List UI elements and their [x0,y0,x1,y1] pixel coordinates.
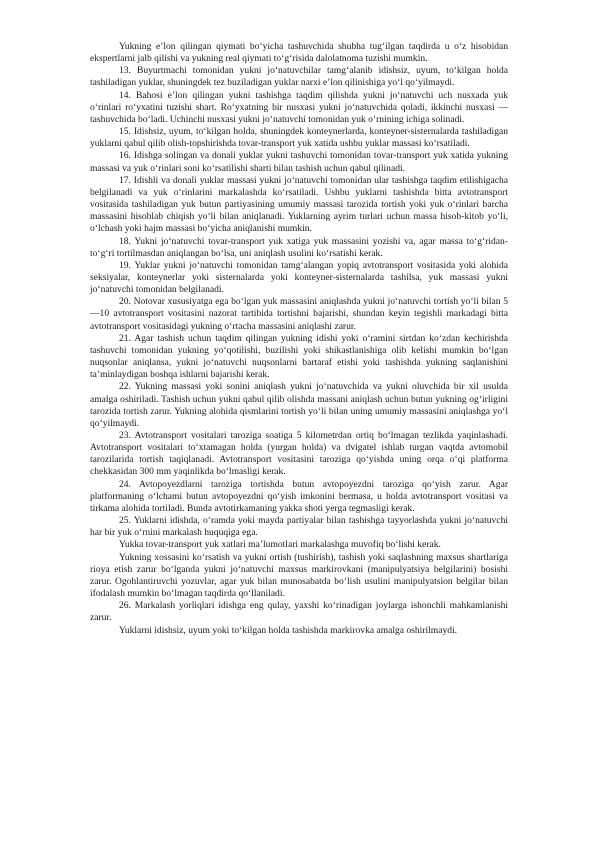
paragraph-23: 23. Avtotransport vositalari taroziga soatiga 5 kilometrdan ortiq bo‘lmagan tezlikda yaqinlashadi. Avtotransport vositalari to‘xtamagan holda (yurgan holda) va dvigatel ishlab turgan vaqtda avtomobil tarozilarida tortish taqiqlanadi. Avtotransport vositasini taroziga qo‘yishda uning orqa o‘qi platforma chekkasidan 300 mm yaqinlikda bo‘lmasligi kerak. [90,430,508,478]
document-page [90,41,508,637]
paragraph-13: 13. Buyurtmachi tomonidan yukni jo‘natuvchilar tamg‘alanib idishsiz, uyum, to‘kilgan holda tashiladigan yuklar, shuningdek tez buziladigan yuklar narxi e’lon qilinishiga yo‘l qo‘yilmaydi. [90,65,508,89]
paragraph-12-continuation: Yukning e’lon qilingan qiymati bo‘yicha tashuvchida shubha tug‘ilgan taqdirda u o‘z hisobidan ekspertlarni jalb qilishi va yukning real qiymati to‘g‘risida dalolatnoma tuzishi mumkin. [90,41,508,65]
paragraph-25: 25. Yuklarni idishda, o‘ramda yoki mayda partiyalar bilan tashishga tayyorlashda yukni jo‘natuvchi har bir yuk o‘rnini markalash huquqiga ega. [90,515,508,539]
paragraph-17: 17. Idishli va donali yuklar massasi yukni jo‘natuvchi tomonidan ular tashishga taqdim etilishigacha belgilanadi va yuk o‘rinlarini markalashda ko‘rsatiladi. Ushbu yuklarni tashishda bitta avtotransport vositasida tashiladigan yuk butun partiyasining umumiy massasi tarozida tortish yoki yuk o‘rinlari barcha massasini hisoblab chiqish yo‘li bilan aniqlanadi. Yuklarning ayrim turlari uchun massa hisob-kitob yo‘li, o‘lchash yoki hajm massasi bo‘yicha aniqlanishi mumkin. [90,174,508,235]
paragraph-25-note: Yukka tovar-transport yuk xatlari ma’lumotlari markalashga muvofiq bo‘lishi kerak. [119,539,441,551]
paragraph-15: 15. Idishsiz, uyum, to‘kilgan holda, shuningdek konteynerlarda, konteyner-sisternalarda tashiladigan yuklarni qabul qilib olish-topshirishda tovar-transport yuk xatida ushbu yuklar massasi ko‘rsatiladi. [90,126,508,150]
paragraph-26: 26. Markalash yorliqlari idishga eng qulay, yaxshi ko‘rinadigan joylarga ishonchli mahkamlanishi zarur. [90,600,508,624]
paragraph-21: 21. Agar tashish uchun taqdim qilingan yukning idishi yoki o‘ramini sirtdan ko‘zdan kechirishda tashuvchi tomonidan yukning yo‘qotilishi, buzilishi yoki shikastlanishiga olib kelishi mumkin bo‘lgan nuqsonlar aniqlansa, yukni jo‘natuvchi nuqsonlarni bartaraf etishi yoki tashishda yukning saqlanishini ta’minlaydigan boshqa ishlarni bajarishi kerak. [90,332,508,381]
paragraph-20: 20. Notovar xususiyatga ega bo‘lgan yuk massasini aniqlashda yukni jo‘natuvchi tortish yo‘li bilan 5—10 avtotransport vositasini nazorat tartibida tortishni bajarishi, shundan keyin tegishli markadagi bitta avtotransport vositasidagi yukning o‘rtacha massasini aniqlashi zarur. [90,296,508,332]
paragraph-16: 16. Idishga solingan va donali yuklar yukni tashuvchi tomonidan tovar-transport yuk xatida yukning massasi va yuk o‘rinlari soni ko‘rsatilishi sharti bilan tashish uchun qabul qilinadi. [90,150,508,174]
paragraph-18: 18. Yukni jo‘natuvchi tovar-transport yuk xatiga yuk massasini yozishi va, agar massa to‘g‘ridan-to‘g‘ri tortilmasdan aniqlangan bo‘lsa, uni aniqlash usulini ko‘rsatishi kerak. [90,235,508,259]
paragraph-25-marking: Yukning xossasini ko‘rsatish va yukni ortish (tushirish), tashish yoki saqlashning maxsus shartlariga rioya etish zarur bo‘lganda yukni jo‘natuvchi maxsus markirovkani (manipulyatsiya belgilarini) bosishi zarur. Ogohlantiruvchi yozuvlar, agar yuk bilan munosabatda bo‘lish usulini manipulyatsion belgilar bilan ifodalash mumkin bo‘lmagan taqdirda qo‘llaniladi. [90,551,508,600]
paragraph-19: 19. Yuklar yukni jo‘natuvchi tomonidan tamg‘alangan yopiq avtotransport vositasida yoki alohida seksiyalar, konteynerlar yoki sisternalarda yoki konteyner-sisternalarda tashilsa, yuk massasi yukni jo‘natuvchi tomonidan belgilanadi. [90,259,508,296]
paragraph-26-note: Yuklarni idishsiz, uyum yoki to‘kilgan holda tashishda markirovka amalga oshirilmaydi. [119,624,458,636]
paragraph-14: 14. Bahosi e’lon qilingan yukni tashishga taqdim qilishda yukni jo‘natuvchi uch nusxada yuk o‘rinlari ro‘yxatini tuzishi shart. Ro‘yxatning bir nusxasi yukni jo‘natuvchida qoladi, ikkinchi nusxasi — tashuvchida bo‘ladi. Uchinchi nusxasi yukni jo‘natuvchi tomonidan yuk o‘rnining ichiga solinadi. [90,89,508,125]
paragraph-24: 24. Avtopoyezdlarni taroziga tortishda butun avtopoyezdni taroziga qo‘yish zarur. Agar platformaning o‘lchami butun avtopoyezdni qo‘yish imkonini bermasa, u holda avtotransport vositasi va tirkama alohida tortiladi. Bunda avtotirkamaning yakka shoti yerga tegmasligi kerak. [90,478,508,514]
paragraph-22: 22. Yukning massasi yoki sonini aniqlash yukni jo‘natuvchida va yukni oluvchida bir xil usulda amalga oshiriladi. Tashish uchun yukni qabul qilib olishda massani aniqlash uchun butun yukning og‘irligini tarozida tortish zarur. Yukning alohida qismlarini tortish yo‘li bilan uning umumiy massasini aniqlashga yo‘l qo‘yilmaydi. [90,381,508,429]
